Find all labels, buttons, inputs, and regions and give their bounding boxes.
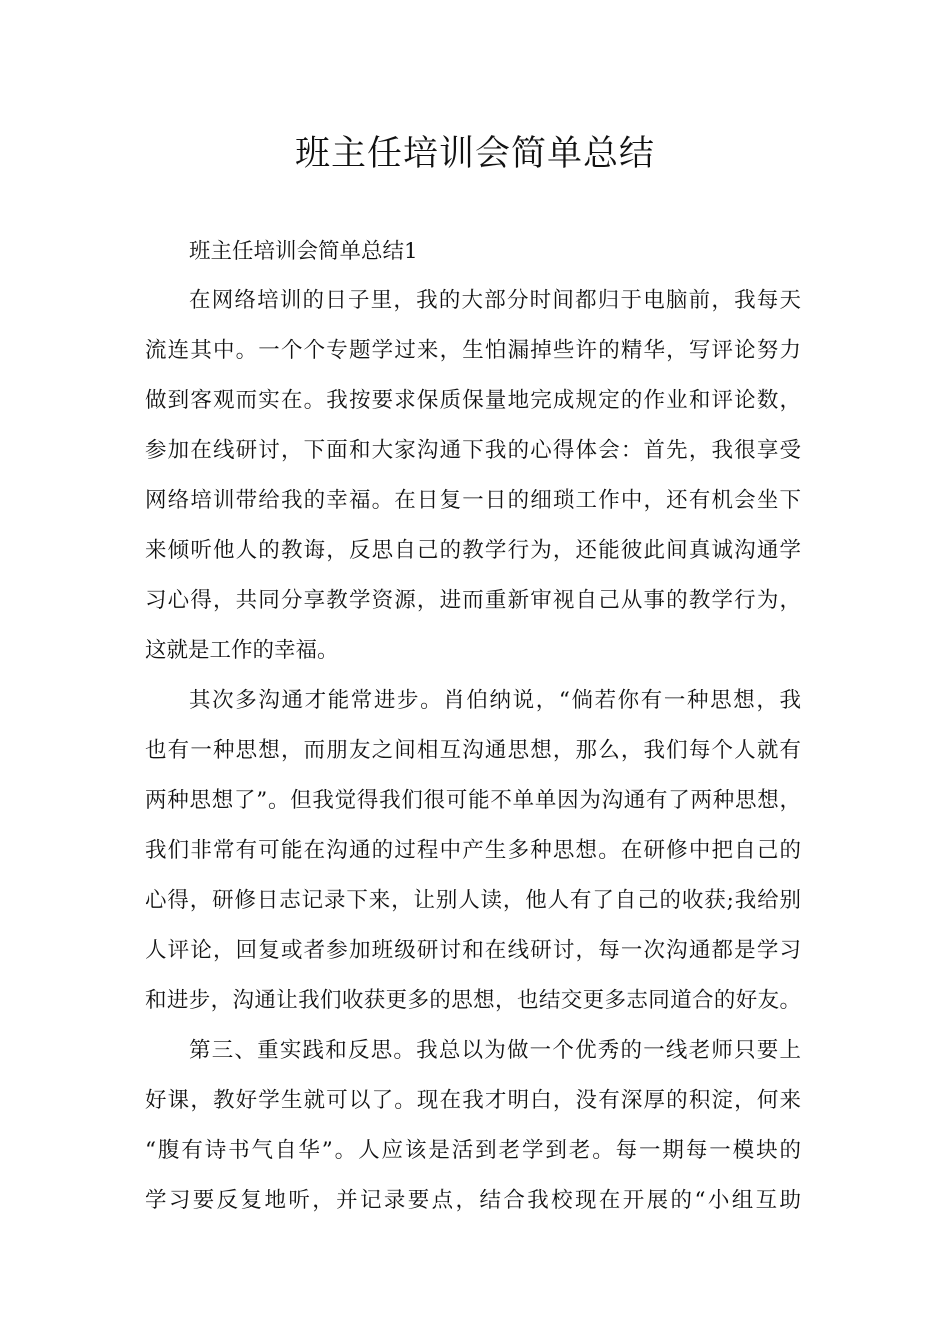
paragraph-line: 在网络培训的日子里，我的大部分时间都归于电脑前，我每天 — [189, 288, 801, 313]
paragraph-line: 做到客观而实在。我按要求保质保量地完成规定的作业和评论数， — [145, 388, 801, 413]
paragraph-line: “腹有诗书气自华”。人应该是活到老学到老。每一期每一模块的 — [145, 1138, 801, 1163]
paragraph-line: 网络培训带给我的幸福。在日复一日的细琐工作中，还有机会坐下 — [145, 488, 801, 513]
paragraph-line: 人评论，回复或者参加班级研讨和在线研讨，每一次沟通都是学习 — [145, 938, 801, 963]
paragraph-line: 心得，研修日志记录下来，让别人读，他人有了自己的收获;我给别 — [145, 888, 801, 913]
paragraph-line: 流连其中。一个个专题学过来，生怕漏掉些许的精华，写评论努力 — [145, 338, 801, 363]
paragraph-line: 习心得，共同分享教学资源，进而重新审视自己从事的教学行为， — [145, 588, 801, 613]
paragraph-line: 来倾听他人的教诲，反思自己的教学行为，还能彼此间真诚沟通学 — [145, 538, 801, 563]
section-heading: 班主任培训会简单总结1 — [189, 239, 418, 264]
paragraph-line: 我们非常有可能在沟通的过程中产生多种思想。在研修中把自己的 — [145, 838, 801, 863]
paragraph-line: 好课，教好学生就可以了。现在我才明白，没有深厚的积淀，何来 — [145, 1088, 801, 1113]
paragraph-line: 这就是工作的幸福。 — [145, 638, 339, 663]
paragraph-line: 学习要反复地听，并记录要点，结合我校现在开展的“小组互助 — [145, 1188, 801, 1213]
paragraph-line: 和进步，沟通让我们收获更多的思想，也结交更多志同道合的好友。 — [145, 988, 801, 1013]
paragraph-line: 两种思想了”。但我觉得我们很可能不单单因为沟通有了两种思想， — [145, 788, 801, 813]
paragraph-line: 也有一种思想，而朋友之间相互沟通思想，那么，我们每个人就有 — [145, 738, 801, 763]
paragraph-line: 其次多沟通才能常进步。肖伯纳说，“倘若你有一种思想，我 — [189, 688, 801, 713]
paragraph-line: 第三、重实践和反思。我总以为做一个优秀的一线老师只要上 — [189, 1038, 801, 1063]
paragraph-line: 参加在线研讨，下面和大家沟通下我的心得体会：首先，我很享受 — [145, 438, 801, 463]
document-title: 班主任培训会简单总结 — [294, 134, 655, 174]
